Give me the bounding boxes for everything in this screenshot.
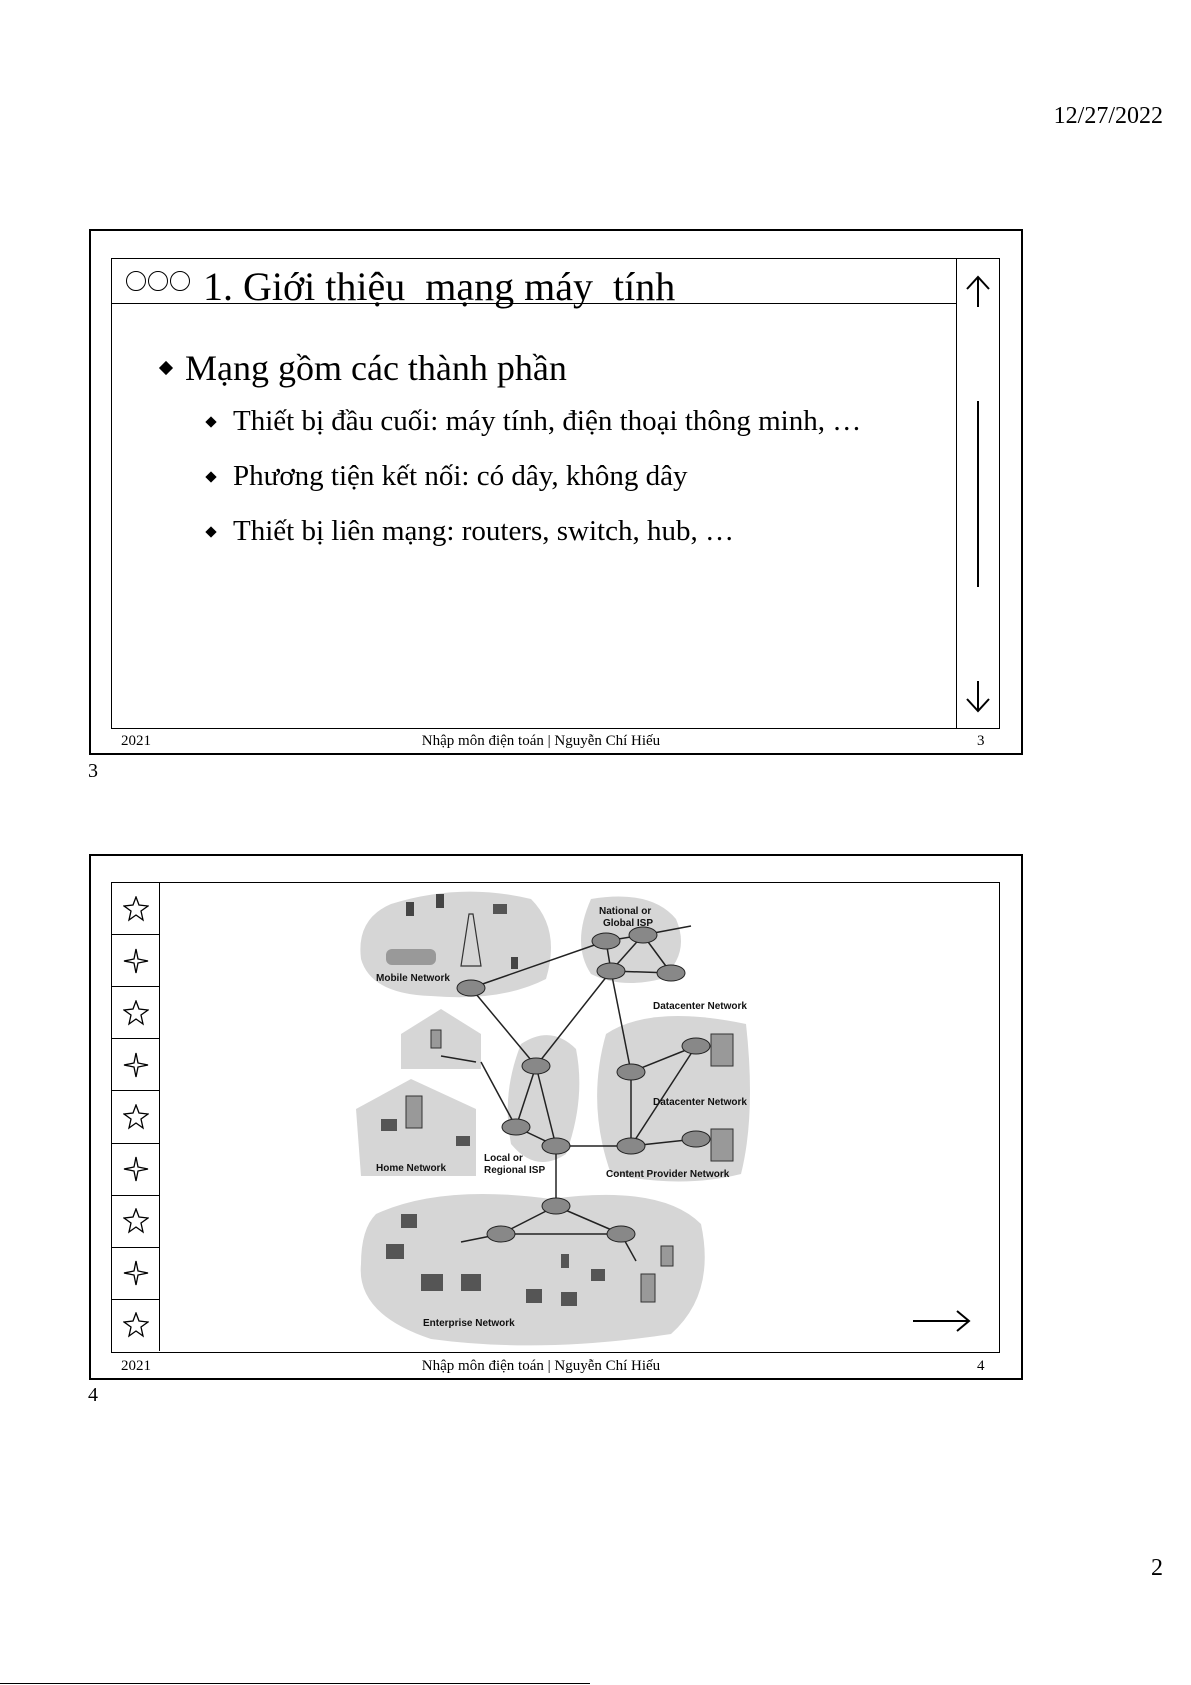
diamond-bullet-icon (205, 526, 216, 537)
footer-year: 2021 (121, 1358, 151, 1374)
mobile-network-label: Mobile Network (376, 973, 450, 984)
footer-center: Nhập môn điện toán | Nguyễn Chí Hiếu (421, 733, 661, 749)
bullet-text: Mạng gồm các thành phần (185, 348, 567, 388)
star-icon (112, 935, 159, 987)
datacenter-network-label-1: Datacenter Network (653, 1001, 747, 1012)
star-icon (112, 1091, 159, 1143)
diamond-bullet-icon (205, 471, 216, 482)
footer-number: 3 (977, 733, 985, 749)
star-icon (112, 1248, 159, 1300)
circles-icon (126, 271, 192, 296)
network-diagram (351, 884, 771, 1349)
page-number: 2 (1151, 1555, 1163, 1581)
local-isp-label-2: Regional ISP (484, 1165, 546, 1176)
nav-column-divider (956, 258, 957, 728)
page-date: 12/27/2022 (1053, 103, 1163, 129)
subbullet-item (207, 515, 734, 548)
footer-year: 2021 (121, 733, 151, 749)
national-isp-label-1: National or (599, 906, 652, 917)
slide-1-content-frame (111, 258, 1000, 729)
home-network-label: Home Network (376, 1163, 447, 1174)
enterprise-network-label: Enterprise Network (423, 1318, 515, 1329)
car-icon (386, 949, 436, 965)
star-icon (112, 1196, 159, 1248)
slide-outside-number: 3 (88, 760, 98, 782)
star-icon (112, 1039, 159, 1091)
slide-1 (89, 229, 1023, 755)
national-isp-label-2: Global ISP (603, 918, 654, 929)
subbullet-item (207, 405, 861, 438)
content-provider-label: Content Provider Network (606, 1169, 730, 1180)
up-arrow-icon (963, 273, 993, 309)
right-arrow-icon (911, 1308, 973, 1334)
subbullet-text: Thiết bị đầu cuối: máy tính, điện thoại thông minh, … (233, 405, 862, 437)
footer-number: 4 (977, 1358, 985, 1374)
subbullet-item (207, 460, 687, 493)
local-isp-label-1: Local or (484, 1153, 523, 1164)
slide-outside-number: 4 (88, 1384, 98, 1406)
vertical-line-icon (977, 401, 979, 587)
star-icon (112, 1300, 159, 1351)
subbullet-text: Phương tiện kết nối: có dây, không dây (233, 460, 688, 492)
bullet-item (161, 347, 567, 389)
star-icon (112, 987, 159, 1039)
diamond-bullet-icon (159, 361, 173, 375)
star-icon (112, 883, 159, 935)
slide-title: 1. Giới thiệu mạng máy tính (203, 264, 676, 309)
datacenter-network-label-2: Datacenter Network (653, 1097, 747, 1108)
star-column (112, 883, 160, 1351)
diamond-bullet-icon (205, 416, 216, 427)
star-icon (112, 1144, 159, 1196)
footer-center: Nhập môn điện toán | Nguyễn Chí Hiếu (421, 1358, 661, 1374)
slide-2 (89, 854, 1023, 1380)
bottom-rule (0, 1683, 590, 1684)
down-arrow-icon (963, 679, 993, 715)
subbullet-text: Thiết bị liên mạng: routers, switch, hub, … (233, 515, 734, 547)
